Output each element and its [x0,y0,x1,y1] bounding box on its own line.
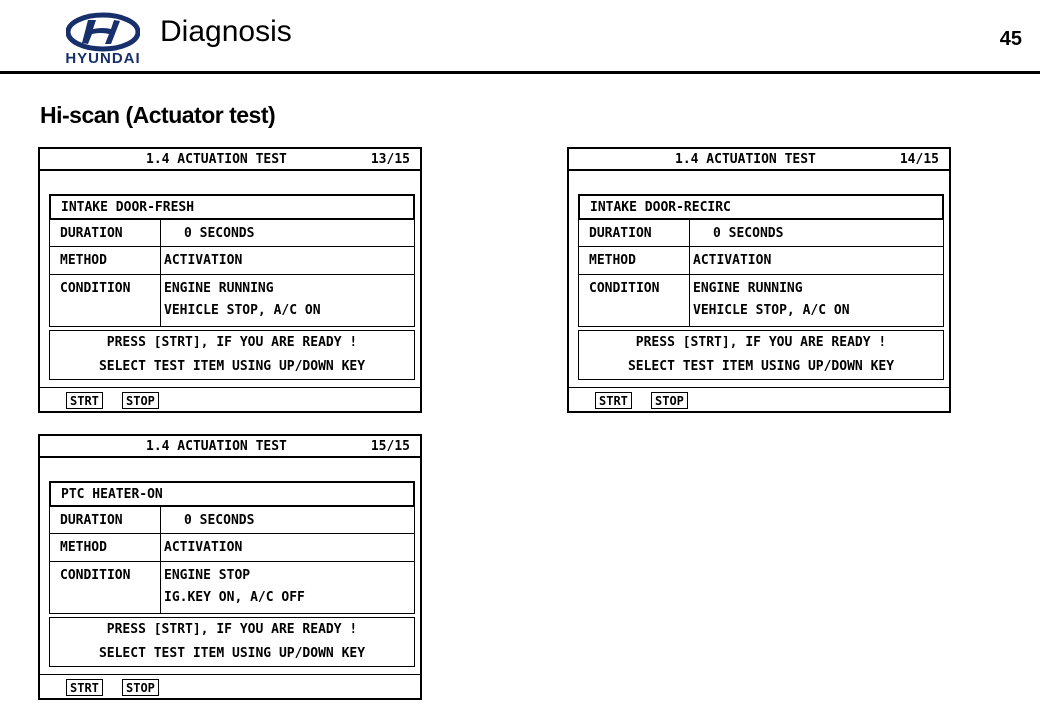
screen-title: 1.4 ACTUATION TEST [146,152,287,167]
actuation-test-screen-15 [38,434,422,700]
start-key-button[interactable]: STRT [66,679,103,696]
start-key-button[interactable]: STRT [66,392,103,409]
screen-titlebar [569,149,949,171]
condition-line-2: IG.KEY ON, A/C OFF [164,590,305,605]
condition-label: CONDITION [60,568,131,583]
condition-line-1: ENGINE STOP [164,568,251,583]
instruction-message [49,617,415,667]
test-detail-table [49,507,415,614]
section-heading: Hi-scan (Actuator test) [40,102,276,128]
duration-row [50,507,414,534]
actuation-test-screen-13 [38,147,422,413]
screen-page-indicator: 15/15 [370,439,410,454]
page-title: Diagnosis [160,15,292,48]
duration-value: 0 SECONDS [184,513,255,528]
method-value: ACTIVATION [164,253,243,268]
duration-label: DURATION [60,226,123,241]
condition-row [50,275,414,327]
condition-row [50,562,414,614]
method-row [579,247,943,275]
message-line-2: SELECT TEST ITEM USING UP/DOWN KEY [98,646,366,661]
stop-key-button[interactable]: STOP [122,392,159,409]
test-item-name: INTAKE DOOR-RECIRC [578,194,944,220]
instruction-message [578,330,944,380]
header-divider [0,71,1040,74]
page-number: 45 [999,28,1022,50]
instruction-message [49,330,415,380]
function-key-bar [569,387,949,411]
message-line-1: PRESS [STRT], IF YOU ARE READY ! [635,335,887,350]
test-item-name: PTC HEATER-ON [49,481,415,507]
function-key-bar [40,674,420,698]
method-label: METHOD [60,540,107,555]
method-row [50,247,414,275]
method-row [50,534,414,562]
duration-label: DURATION [589,226,652,241]
screen-page-indicator: 13/15 [370,152,410,167]
condition-line-1: ENGINE RUNNING [164,281,274,296]
message-line-2: SELECT TEST ITEM USING UP/DOWN KEY [98,359,366,374]
duration-value: 0 SECONDS [184,226,255,241]
duration-row [579,220,943,247]
condition-label: CONDITION [60,281,131,296]
screen-title: 1.4 ACTUATION TEST [146,439,287,454]
screen-titlebar [40,436,420,458]
message-line-2: SELECT TEST ITEM USING UP/DOWN KEY [627,359,895,374]
brand-name: HYUNDAI [65,50,141,67]
test-detail-table [578,220,944,327]
function-key-bar [40,387,420,411]
condition-label: CONDITION [589,281,660,296]
condition-line-1: ENGINE RUNNING [693,281,803,296]
hyundai-logo [50,12,156,67]
condition-line-2: VEHICLE STOP, A/C ON [693,303,850,318]
message-line-1: PRESS [STRT], IF YOU ARE READY ! [106,335,358,350]
screen-titlebar [40,149,420,171]
method-label: METHOD [589,253,636,268]
hyundai-emblem-icon [66,12,140,52]
condition-row [579,275,943,327]
duration-value: 0 SECONDS [713,226,784,241]
test-item-name: INTAKE DOOR-FRESH [49,194,415,220]
message-line-1: PRESS [STRT], IF YOU ARE READY ! [106,622,358,637]
stop-key-button[interactable]: STOP [651,392,688,409]
duration-label: DURATION [60,513,123,528]
stop-key-button[interactable]: STOP [122,679,159,696]
screen-page-indicator: 14/15 [899,152,939,167]
method-label: METHOD [60,253,107,268]
condition-line-2: VEHICLE STOP, A/C ON [164,303,321,318]
actuation-test-screen-14 [567,147,951,413]
duration-row [50,220,414,247]
method-value: ACTIVATION [693,253,772,268]
method-value: ACTIVATION [164,540,243,555]
test-detail-table [49,220,415,327]
screen-title: 1.4 ACTUATION TEST [675,152,816,167]
start-key-button[interactable]: STRT [595,392,632,409]
